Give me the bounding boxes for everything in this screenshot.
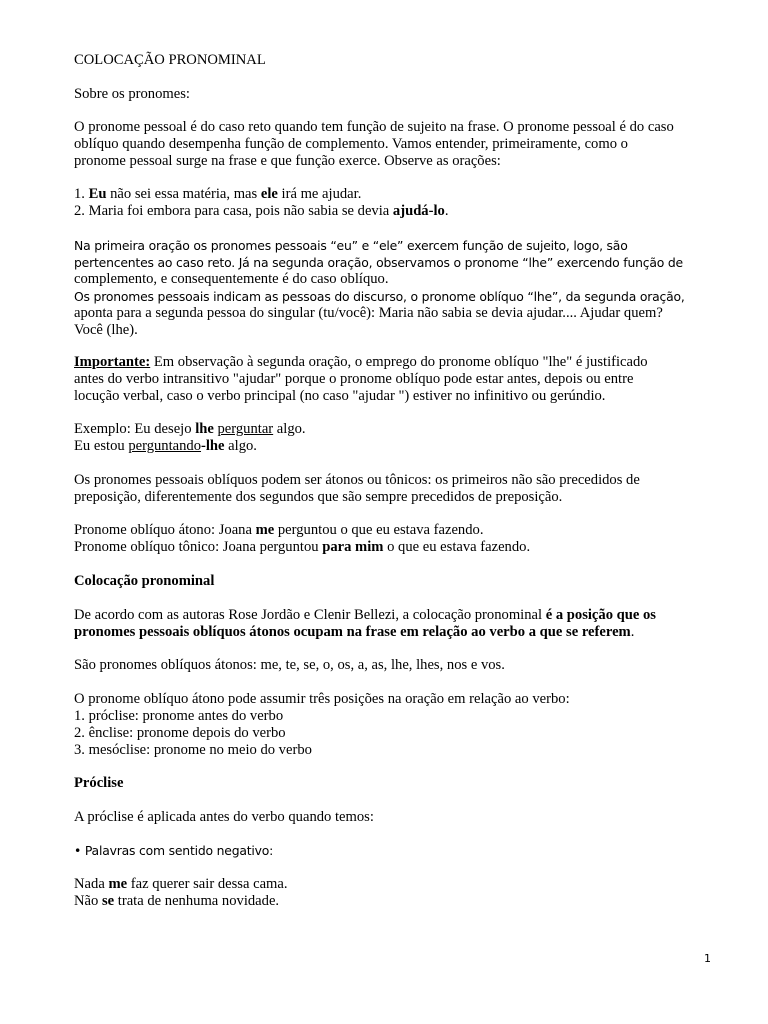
document-title: COLOCAÇÃO PRONOMINAL [74,52,266,68]
example-2: 2. Maria foi embora para casa, pois não sabia se devia ajudá-lo. [74,203,449,219]
importante-paragraph: Importante: Em observação à segunda oração, o emprego do pronome oblíquo "lhe" é justificado antes do verbo intransitivo "ajudar" porque o pronome oblíquo pode estar antes, depois ou entre locução verbal, caso o verbo principal (no caso "ajudar ") estiver no infinitivo ou gerúndio. [74,354,648,404]
example-1: 1. Eu não sei essa matéria, mas ele irá me ajudar. [74,186,362,202]
negative-examples: Nada me faz querer sair dessa cama. Não se trata de nenhuma novidade. [74,876,288,909]
bullet-item: • Palavras com sentido negativo: [74,843,274,858]
colocacao-heading: Colocação pronominal [74,573,215,589]
definicao-paragraph: De acordo com as autoras Rose Jordão e Clenir Bellezi, a colocação pronominal é a posição que os pronomes pessoais oblíquos átonos ocupam na frase em relação ao verbo a que se referem. [74,607,656,640]
atonos-tonicos-paragraph: Os pronomes pessoais oblíquos podem ser átonos ou tônicos: os primeiros não são precedidos de preposição, diferentemente dos segundos que são sempre precedidos de preposição. [74,472,640,505]
importante-label: Importante: [74,354,151,370]
page-number: 1 [704,952,711,965]
proclise-heading: Próclise [74,775,124,791]
posicoes-list: O pronome oblíquo átono pode assumir três posições na oração em relação ao verbo: 1. próclise: pronome antes do verbo 2. ênclise: pronome depois do verbo 3. mesóclise: pronome no meio do verbo [74,691,570,758]
sobre-heading: Sobre os pronomes: [74,86,190,102]
obliquo-examples: Pronome oblíquo átono: Joana me perguntou o que eu estava fazendo. Pronome oblíquo tônico: Joana perguntou para mim o que eu estava fazendo. [74,522,531,555]
explanation-paragraph: Na primeira oração os pronomes pessoais “eu” e “ele” exercem função de sujeito, logo, são pertencentes ao caso reto. Já na segunda oração, observamos o pronome “lhe” exercendo função de complemento, e consequentemente é do caso oblíquo. Os pronomes pessoais indicam as pessoas do discurso, o pronome oblíquo “lhe”, da segunda oração, aponta para a segunda pessoa do singular (tu/você): Maria não sabia se devia ajudar.... Ajudar quem? Você (lhe). [74,238,685,338]
lista-atonos: São pronomes oblíquos átonos: me, te, se, o, os, a, as, lhe, lhes, nos e vos. [74,657,505,673]
intro-paragraph: O pronome pessoal é do caso reto quando tem função de sujeito na frase. O pronome pessoal é do caso oblíquo quando desempenha função de complemento. Vamos entender, primeiramente, como o pronome pessoal surge na frase e que função exerce. Observe as orações: [74,119,674,169]
proclise-intro: A próclise é aplicada antes do verbo quando temos: [74,809,374,825]
examples-list [74,186,714,220]
exemplo-paragraph: Exemplo: Eu desejo lhe perguntar algo. Eu estou perguntando-lhe algo. [74,421,306,454]
